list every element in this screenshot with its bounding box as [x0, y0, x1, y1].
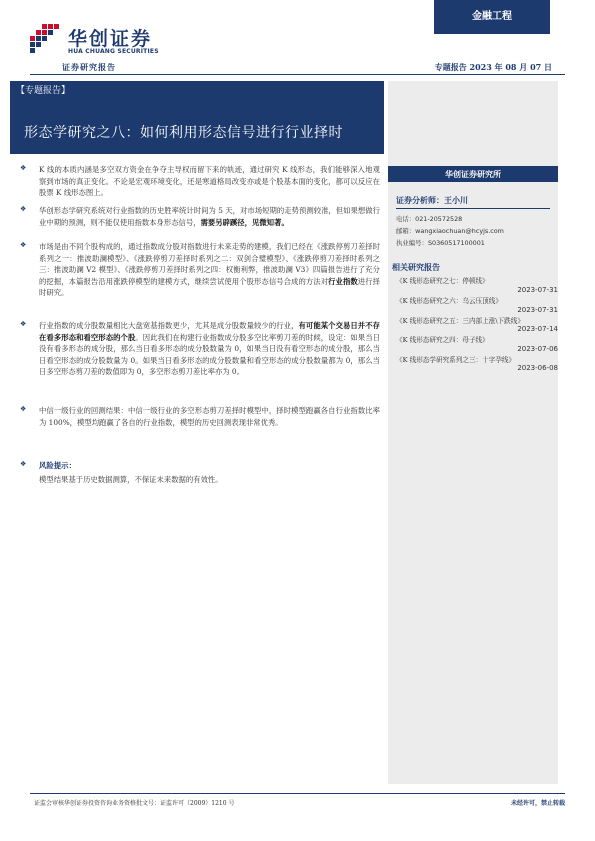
bullet-diamond-icon: ❖ [20, 460, 27, 468]
related-report-date: 2023-06-08 [517, 364, 558, 372]
related-report-link[interactable]: 《K 线形态研究之五：三内部上涨\下跌线》 [396, 317, 524, 325]
license-value: S0360517100001 [427, 239, 485, 247]
logo-english-name: HUA CHUANG SECURITIES [68, 48, 159, 55]
sidebar [388, 81, 558, 784]
related-report-date: 2023-07-06 [517, 345, 558, 353]
analyst-divider [396, 208, 550, 209]
category-tab: 金融工程 [434, 0, 550, 34]
report-date: 专题报告 2023 年 08 月 07 日 [434, 62, 552, 72]
institute-header: 华创证券研究所 [388, 166, 558, 182]
paragraph-text: 华创形态学研究系统对行业指数的历史胜率统计时间为 5 天，对市场短期的走势预测较准，但如果想做行业中期的预测，则不能仅使用指数本身形态信号，需要另辟蹊径，见微知著。 [39, 206, 380, 227]
related-report-link[interactable]: 《K 线形态研究之六：乌云压顶线》 [396, 297, 502, 305]
paragraph-text: K 线的本质内涵是多空双方资金在争夺主导权而留下来的轨迹，通过研究 K 线形态，我们能够深入地观察到市场的真正变化。不论是宏观环境变化，还是寒道格局改变亦或是个股基本面的变化，都可以反应在股票 K 线形态图上。 [39, 165, 380, 197]
analyst-name: 证券分析师：王小川 [396, 195, 468, 205]
logo-chinese-name: 华创证券 [68, 28, 153, 50]
related-report-date: 2023-07-14 [517, 325, 558, 333]
related-report-date: 2023-07-31 [517, 286, 558, 294]
title-banner [10, 81, 384, 154]
header-divider [30, 74, 565, 75]
related-reports-title: 相关研究报告 [392, 262, 440, 272]
bullet-diamond-icon: ❖ [20, 164, 27, 172]
paragraph-text: 行业指数的成分股数量相比大盘宽基指数更少，尤其是成分股数量较少的行业，有可能某个交易日并不存在看多形态和看空形态的个股。因此我们在构建行业指数成分股多空比率剪刀差的时候，设定：如果当日没有看多形态的成分股，那么当日看多形态的成分股数量为 0，如果当日没有看空形态的成分股，那么当日看空形态的成分股数量为 0。如果当日看多形态的成分股数量和看空形态的成分股数量都为 0，那么当日多空形态剪刀差的数值即为 0，多空形态剪刀差比率亦为 0。 [39, 321, 380, 376]
phone-line: 电话：021-20572528 [396, 215, 463, 223]
logo-mark-icon [30, 24, 62, 54]
bullet-diamond-icon: ❖ [20, 205, 27, 213]
phone-value: 021-20572528 [415, 215, 463, 223]
bullet-diamond-icon: ❖ [20, 320, 27, 328]
email-value: wangxiaochuan@hcyjs.com [415, 227, 504, 235]
footer-divider [30, 793, 565, 794]
paragraph-text: 中信一级行业的回测结果：中信一级行业的多空形态剪刀差择时模型中，择时模型跑赢各自行业指数比率为 100%，模型均跑赢了各自的行业指数，模型的历史回测表现非常优秀。 [39, 406, 380, 427]
footer-copyright: 未经许可，禁止转载 [510, 800, 565, 807]
risk-title: 风险提示： [39, 461, 76, 470]
license-line: 执业编号：S0360517100001 [396, 239, 485, 247]
bullet-diamond-icon: ❖ [20, 405, 27, 413]
bullet-diamond-icon: ❖ [20, 241, 27, 249]
document-type: 证券研究报告 [62, 62, 116, 72]
report-title: 形态学研究之八：如何利用形态信号进行行业择时 [24, 125, 343, 141]
related-report-link[interactable]: 《K 线形态研究之四：母子线》 [396, 336, 489, 344]
related-report-link[interactable]: 《K 线形态研究之七：停顿线》 [396, 277, 489, 285]
related-report-link[interactable]: 《K 线形态学研究系列之三：十字孕线》 [396, 356, 516, 364]
company-logo [30, 24, 180, 60]
related-report-date: 2023-07-31 [517, 306, 558, 314]
risk-text: 模型结果基于历史数据测算，不保证未来数据的有效性。 [39, 475, 223, 484]
email-line: 邮箱：wangxiaochuan@hcyjs.com [396, 227, 504, 235]
report-tag: 【专题报告】 [16, 86, 71, 96]
footer-license: 证监会审核华创证券投资咨询业务资格批文号：证监许可（2009）1210 号 [34, 800, 235, 807]
paragraph-text: 市场是由不同个股构成的，通过指数成分股对指数进行未来走势的建模，我们已经在《涨跌停剪刀差择时系列之一：推波助澜模型》、《涨跌停剪刀差择时系列之二：双剑合璧模型》、《涨跌停剪刀差择时系列之三：推波助澜 V2 模型》、《涨跌停剪刀差择时系列之四：权衡利弊，推波助澜 V3》四篇报告进行了充分的挖掘，本篇报告沿用涨跌停模型的建模方式，继续尝试使用个股形态信号合成的方法对行业指数进行择时研究。 [39, 242, 380, 297]
